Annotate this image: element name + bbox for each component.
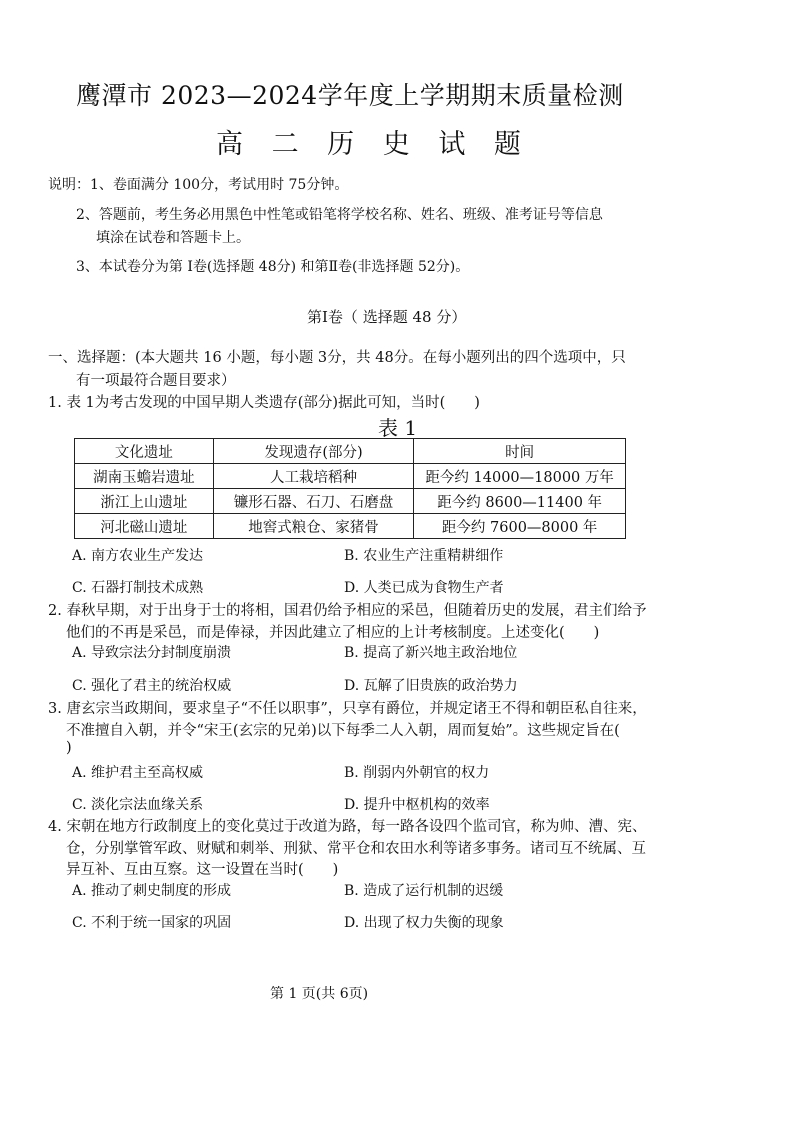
q3-option-d: D. 提升中枢机构的效率 <box>344 797 490 813</box>
table-cell: 距今约 8600—11400 年 <box>414 489 626 514</box>
q3-stem-line-1: 3. 唐玄宗当政期间，要求皇子“不任以职事”，只享有爵位，并规定诸王不得和朝臣私自往来， <box>48 701 647 717</box>
q1-option-b: B. 农业生产注重精耕细作 <box>344 548 504 564</box>
q2-option-a: A. 导致宗法分封制度崩溃 <box>72 645 232 661</box>
q1-table <box>74 438 626 539</box>
table-cell: 河北磁山遗址 <box>75 514 214 539</box>
q4-option-c: C. 不利于统一国家的巩固 <box>72 915 232 931</box>
q2-option-b: B. 提高了新兴地主政治地位 <box>344 645 518 661</box>
q1-option-c: C. 石器打制技术成熟 <box>72 580 204 596</box>
q2-stem-line-1: 2. 春秋早期，对于出身于士的将相，国君仍给予相应的采邑，但随着历史的发展，君主们给予 <box>48 603 647 619</box>
note-line-2: 2、答题前，考生务必用黑色中性笔或铅笔将学校名称、姓名、班级、准考证号等信息 <box>76 207 603 223</box>
q4-option-a: A. 推动了刺史制度的形成 <box>72 883 232 899</box>
note-line-4: 3、本试卷分为第 Ⅰ卷(选择题 48分) 和第Ⅱ卷(非选择题 52分)。 <box>76 259 470 275</box>
q1-option-d: D. 人类已成为食物生产者 <box>344 580 504 596</box>
table-header-cell: 文化遗址 <box>75 439 214 464</box>
exam-title: 鹰潭市 2023—2024学年度上学期期末质量检测 <box>76 81 624 110</box>
exam-subtitle: 高 二 历 史 试 题 <box>216 129 531 160</box>
q3-option-b: B. 削弱内外朝官的权力 <box>344 765 490 781</box>
table-header-cell: 时间 <box>414 439 626 464</box>
table-cell: 人工栽培稻种 <box>213 464 414 489</box>
instruction-line-2: 有一项最符合题目要求） <box>76 373 236 389</box>
q2-option-d: D. 瓦解了旧贵族的政治势力 <box>344 678 518 694</box>
table-header-row <box>75 439 626 464</box>
q1-stem: 1. 表 1为考古发现的中国早期人类遗存(部分)据此可知，当时( ) <box>48 395 480 411</box>
q4-stem-line-1: 4. 宋朝在地方行政制度上的变化莫过于改道为路，每一路各设四个监司官，称为帅、漕、宪、 <box>48 819 647 835</box>
q1-option-a: A. 南方农业生产发达 <box>72 548 204 564</box>
table-row <box>75 464 626 489</box>
q3-option-c: C. 淡化宗法血缘关系 <box>72 797 204 813</box>
table-row <box>75 514 626 539</box>
instruction-line-1: 一、选择题：(本大题共 16 小题，每小题 3分，共 48分。在每小题列出的四个选项中，只 <box>48 350 626 366</box>
note-line-1: 说明：1、卷面满分 100分，考试用时 75分钟。 <box>48 177 349 193</box>
table-cell: 距今约 7600—8000 年 <box>414 514 626 539</box>
q4-stem-line-2: 仓，分别掌管军政、财赋和刺举、刑狱、常平仓和农田水利等诸多事务。诸司互不统属、互 <box>66 841 646 857</box>
table-caption: 表 1 <box>378 416 418 440</box>
table-cell: 浙江上山遗址 <box>75 489 214 514</box>
q2-option-c: C. 强化了君主的统治权威 <box>72 678 232 694</box>
q4-option-d: D. 出现了权力失衡的现象 <box>344 915 504 931</box>
table-cell: 湖南玉蟾岩遗址 <box>75 464 214 489</box>
q2-stem-line-2: 他们的不再是采邑，而是俸禄，并因此建立了相应的上计考核制度。上述变化( ) <box>66 625 600 641</box>
note-line-3: 填涂在试卷和答题卡上。 <box>96 230 250 246</box>
q3-stem-line-3: ) <box>66 740 72 756</box>
q4-option-b: B. 造成了运行机制的迟缓 <box>344 883 504 899</box>
section-title: 第Ⅰ卷（ 选择题 48 分） <box>307 308 467 326</box>
q4-stem-line-3: 异互补、互由互察。这一设置在当时( ) <box>66 862 339 878</box>
table-cell: 距今约 14000—18000 万年 <box>414 464 626 489</box>
q3-stem-line-2: 不准擅自入朝，并令“宋王(玄宗的兄弟)以下每季二人入朝，周而复始”。这些规定旨在( <box>66 723 620 739</box>
table-cell: 地窖式粮仓、家猪骨 <box>213 514 414 539</box>
page-footer: 第 1 页(共 6页) <box>270 986 369 1002</box>
q3-option-a: A. 维护君主至高权威 <box>72 765 204 781</box>
table-header-cell: 发现遗存(部分) <box>213 439 414 464</box>
table-row <box>75 489 626 514</box>
table-cell: 镰形石器、石刀、石磨盘 <box>213 489 414 514</box>
